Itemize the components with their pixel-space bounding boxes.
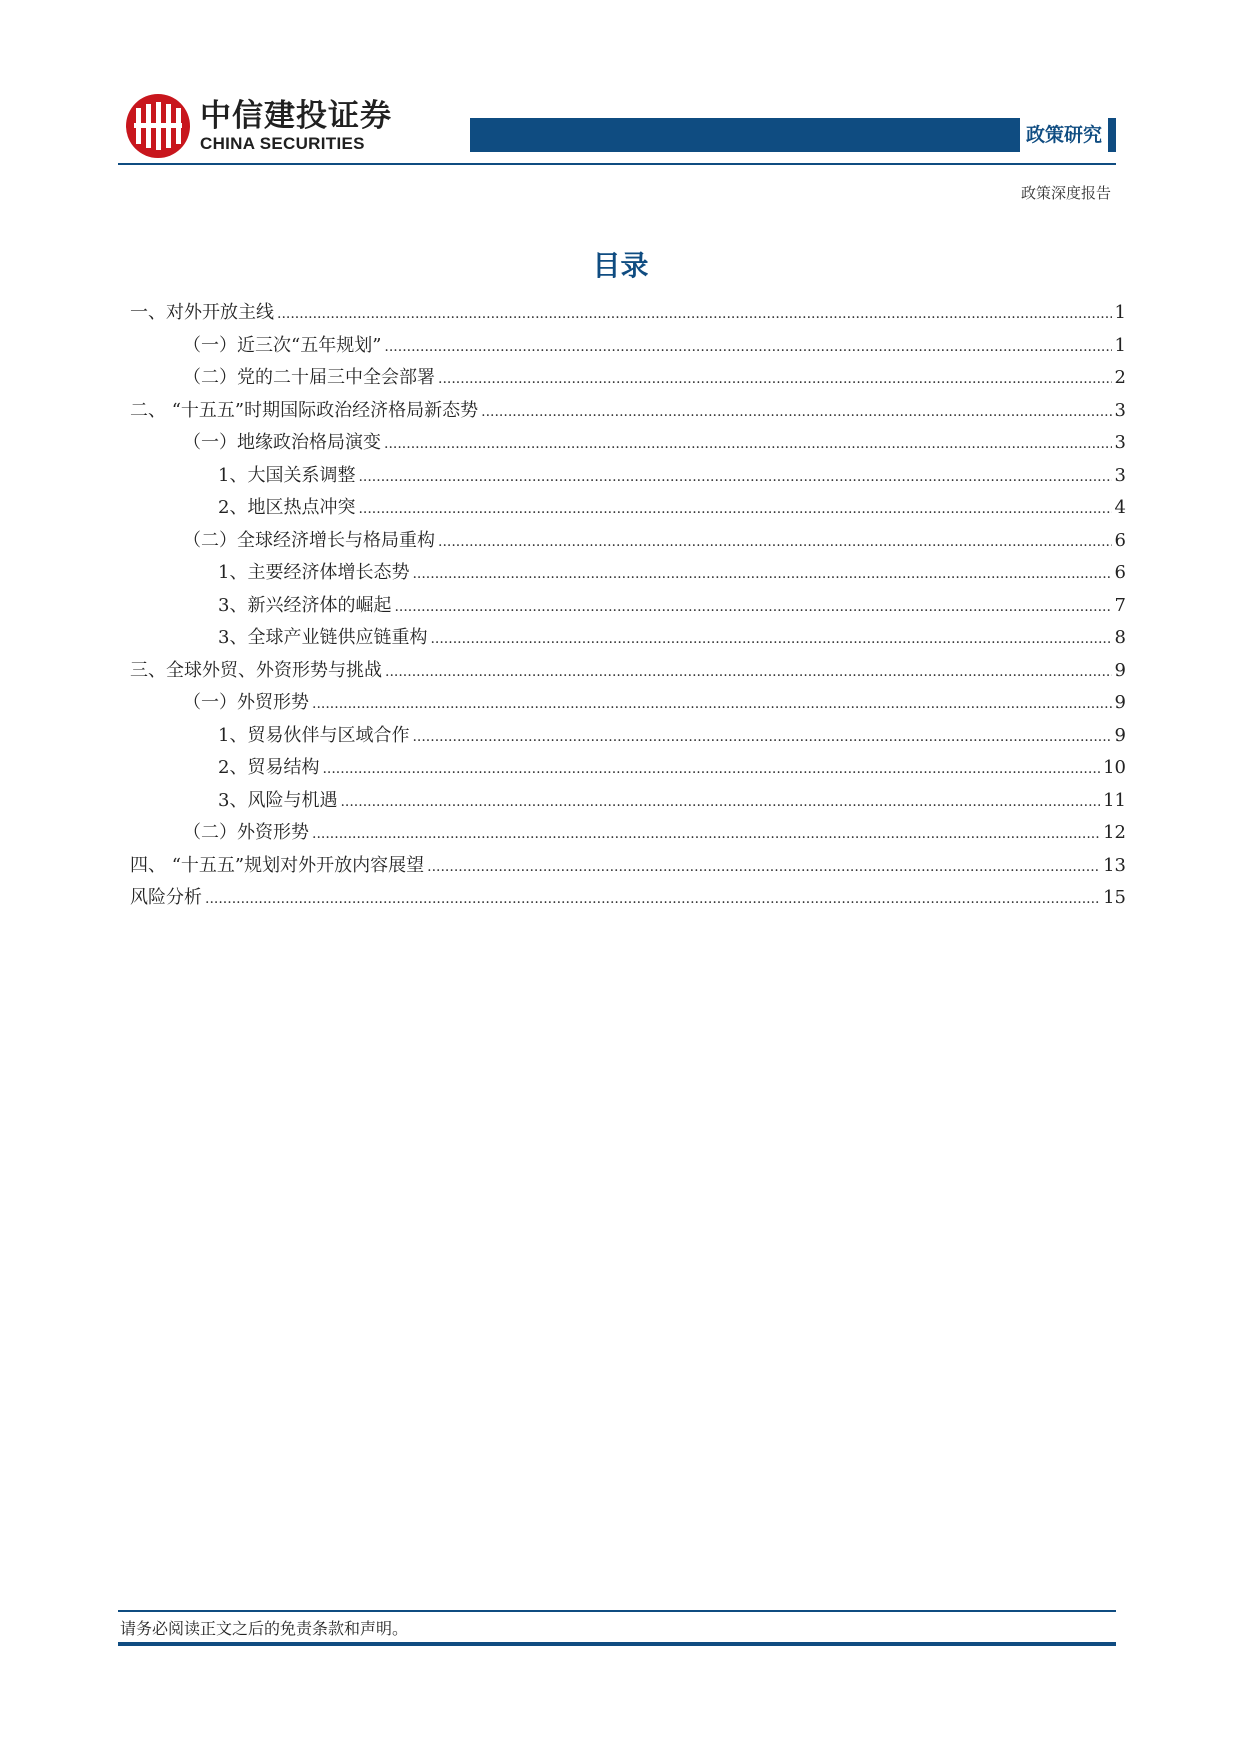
toc-entry[interactable] <box>130 461 1126 494</box>
toc-leader-dots <box>384 436 1112 452</box>
toc-leader-dots <box>481 404 1111 420</box>
toc-entry[interactable] <box>130 363 1126 396</box>
toc-entry-page: 9 <box>1114 659 1126 681</box>
toc-entry-page: 3 <box>1114 399 1126 421</box>
toc-leader-dots <box>430 631 1111 647</box>
toc-leader-dots <box>385 664 1112 680</box>
toc-entry-page: 4 <box>1114 497 1126 518</box>
header-divider <box>118 163 1116 165</box>
toc-leader-dots <box>205 891 1100 907</box>
toc-entry-label: （一）近三次“五年规划” <box>183 334 382 356</box>
toc-entry-label: （二）全球经济增长与格局重构 <box>183 529 435 551</box>
china-securities-logo-icon <box>124 92 192 160</box>
toc-leader-dots <box>358 469 1111 485</box>
footer-bar <box>118 1642 1116 1646</box>
toc-leader-dots <box>322 761 1100 777</box>
toc-entry[interactable] <box>130 851 1126 884</box>
toc-entry[interactable] <box>130 818 1126 851</box>
toc-title: 目录 <box>592 249 649 282</box>
toc-entry[interactable] <box>130 883 1126 916</box>
toc-leader-dots <box>277 306 1112 322</box>
toc-entry-label: （一）外贸形势 <box>183 692 309 713</box>
toc-entry[interactable] <box>130 721 1126 754</box>
toc-entry-label: 2、地区热点冲突 <box>218 497 356 518</box>
toc-entry[interactable] <box>130 493 1126 526</box>
toc-entry[interactable] <box>130 428 1126 461</box>
toc-entry-label: （一）地缘政治格局演变 <box>183 432 381 453</box>
footer-disclaimer: 请务必阅读正文之后的免责条款和声明。 <box>120 1619 409 1638</box>
section-label: 政策研究 <box>1020 118 1108 152</box>
toc-entry-page: 7 <box>1114 594 1126 616</box>
toc-entry-label: 风险分析 <box>130 887 202 908</box>
toc-leader-dots <box>312 696 1112 712</box>
toc-leader-dots <box>438 371 1112 387</box>
toc-leader-dots <box>412 566 1111 582</box>
toc-entry-page: 8 <box>1114 627 1126 648</box>
header-bar <box>470 118 1116 152</box>
toc-entry-label: 1、贸易伙伴与区域合作 <box>218 724 410 746</box>
toc-entry-page: 6 <box>1114 529 1126 551</box>
toc-entry-page: 12 <box>1103 822 1126 843</box>
footer-divider <box>118 1610 1116 1612</box>
toc-entry[interactable] <box>130 526 1126 559</box>
toc-entry-page: 9 <box>1114 692 1126 713</box>
toc-entry[interactable] <box>130 558 1126 591</box>
toc-entry-page: 13 <box>1103 854 1126 876</box>
toc-entry[interactable] <box>130 331 1126 364</box>
company-logo <box>124 92 392 160</box>
toc-leader-dots <box>340 794 1100 810</box>
toc-entry-label: （二）外资形势 <box>183 822 309 843</box>
toc-entry-label: （二）党的二十届三中全会部署 <box>183 367 435 388</box>
toc-entry-label: 3、新兴经济体的崛起 <box>218 594 392 616</box>
toc-leader-dots <box>384 339 1111 355</box>
toc-entry[interactable] <box>130 591 1126 624</box>
toc-entry[interactable] <box>130 688 1126 721</box>
toc-leader-dots <box>427 859 1100 875</box>
toc-entry[interactable] <box>130 396 1126 429</box>
toc-entry[interactable] <box>130 623 1126 656</box>
toc-entry-label: 1、主要经济体增长态势 <box>218 562 410 583</box>
toc-entry-label: 2、贸易结构 <box>218 757 320 778</box>
toc-entry-page: 1 <box>1114 302 1126 323</box>
toc-entry-page: 10 <box>1103 757 1126 778</box>
toc-entry[interactable] <box>130 753 1126 786</box>
toc-entry[interactable] <box>130 656 1126 689</box>
toc-entry-page: 9 <box>1114 724 1126 746</box>
toc-entry-label: 一、对外开放主线 <box>130 302 274 323</box>
toc-entry[interactable] <box>130 298 1126 331</box>
toc-entry-page: 2 <box>1114 367 1126 388</box>
toc-entry-page: 3 <box>1114 432 1126 453</box>
toc-entry-label: 1、大国关系调整 <box>218 464 356 486</box>
toc-entry-page: 3 <box>1114 464 1126 486</box>
logo-english-name: CHINA SECURITIES <box>200 134 365 153</box>
toc-entry-page: 1 <box>1114 334 1126 356</box>
toc-entry-page: 15 <box>1103 887 1126 908</box>
toc-leader-dots <box>412 729 1111 745</box>
toc-entry[interactable] <box>130 786 1126 819</box>
toc-leader-dots <box>358 501 1111 517</box>
logo-chinese-name: 中信建投证券 <box>200 98 392 134</box>
toc-leader-dots <box>312 826 1100 842</box>
toc-entry-page: 11 <box>1103 789 1126 811</box>
toc-entry-label: 3、全球产业链供应链重构 <box>218 627 428 648</box>
toc-leader-dots <box>394 599 1111 615</box>
toc-entry-label: 四、 “十五五”规划对外开放内容展望 <box>130 854 425 876</box>
toc-entry-page: 6 <box>1114 562 1126 583</box>
table-of-contents <box>130 298 1126 916</box>
report-type-label: 政策深度报告 <box>1020 184 1111 202</box>
toc-leader-dots <box>438 534 1112 550</box>
toc-entry-label: 3、风险与机遇 <box>218 789 338 811</box>
toc-entry-label: 二、 “十五五”时期国际政治经济格局新态势 <box>130 399 479 421</box>
toc-entry-label: 三、全球外贸、外资形势与挑战 <box>130 659 382 681</box>
